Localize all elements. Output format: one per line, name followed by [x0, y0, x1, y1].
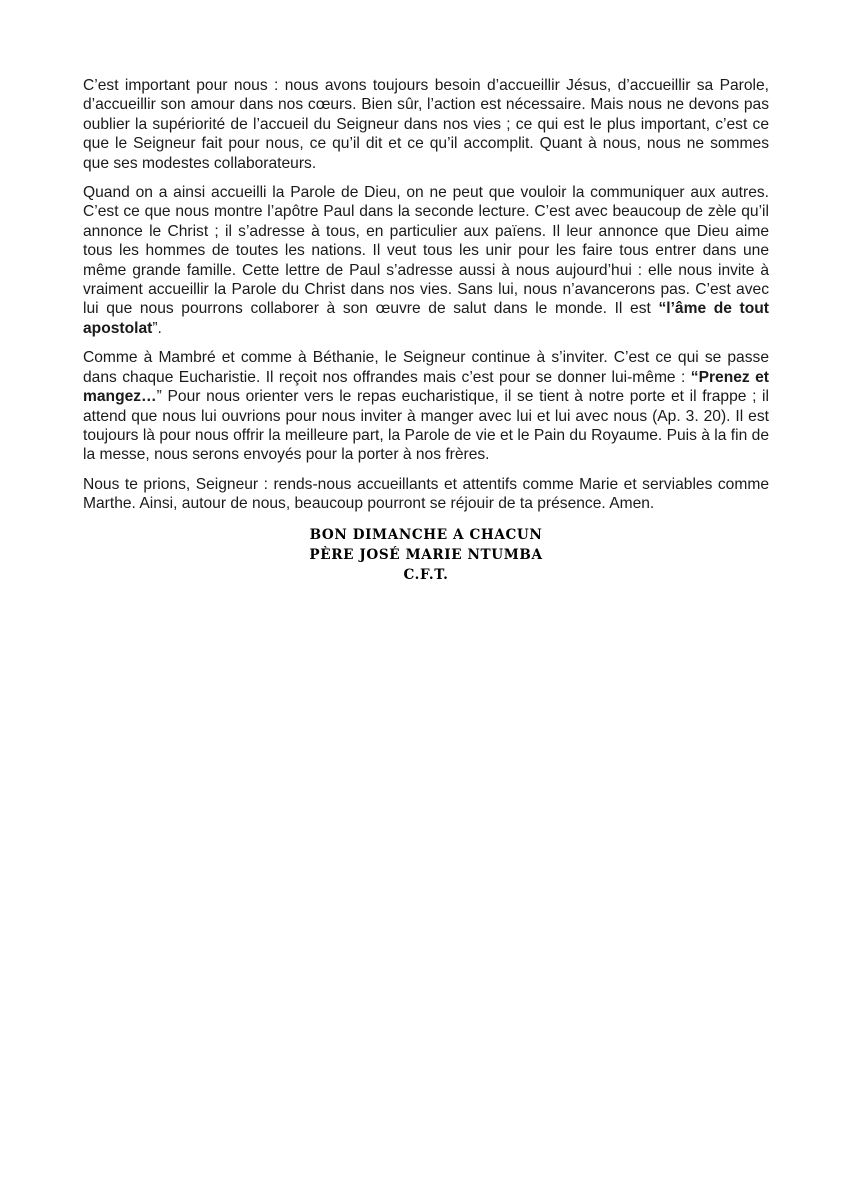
- paragraph-3-text: Comme à Mambré et comme à Béthanie, le Seigneur continue à s’inviter. C’est ce qui se passe dans chaque Eucharistie. Il reçoit nos offrandes mais c’est pour se donner lui-même :: [83, 349, 769, 386]
- paragraph-1-text: C’est important pour nous : nous avons toujours besoin d’accueillir Jésus, d’accueillir sa Parole, d’accueillir son amour dans nos cœurs. Bien sûr, l’action est nécessaire. Mais nous ne devons pas oublier la supériorité de l’accueil du Seigneur dans nos vies ; ce qui est le plus important, c’est ce que le Seigneur fait pour nous, ce qu’il dit et ce qu’il accomplit. Quant à nous, nous ne sommes que ses modestes collaborateurs.: [83, 77, 769, 172]
- paragraph-3-end: ” Pour nous orienter vers le repas eucharistique, il se tient à notre porte et il frappe ; il attend que nous lui ouvrions pour nous inviter à manger avec lui et lui avec nous (Ap. 3. 20). Il est toujours là pour nous offrir la meilleure part, la Parole de vie et le Pain du Royaume. Puis à la fin de la messe, nous serons envoyés pour la porter à nos frères.: [83, 388, 769, 464]
- author-congregation: C.F.T.: [403, 566, 449, 583]
- paragraph-2-end: ”.: [152, 319, 162, 337]
- paragraph-3-emphasis: “Prenez et mangez…: [83, 368, 769, 406]
- signature-block: [83, 525, 769, 585]
- paragraph-4: [83, 475, 769, 514]
- paragraph-1: [83, 76, 769, 173]
- paragraph-2: [83, 183, 769, 338]
- paragraph-2-emphasis: “l’âme de tout apostolat: [83, 300, 769, 337]
- author-name: PÈRE JOSÉ MARIE NTUMBA: [309, 546, 543, 563]
- document-page: [83, 76, 769, 585]
- paragraph-4-text: Nous te prions, Seigneur : rends-nous accueillants et attentifs comme Marie et serviables comme Marthe. Ainsi, autour de nous, beaucoup pourront se réjouir de ta présence. Amen.: [83, 475, 769, 513]
- closing-greeting: BON DIMANCHE A CHACUN: [309, 526, 543, 543]
- homily-body: [83, 76, 769, 514]
- paragraph-2-text: Quand on a ainsi accueilli la Parole de Dieu, on ne peut que vouloir la communiquer aux autres. C’est ce que nous montre l’apôtre Paul dans la seconde lecture. C’est avec beaucoup de zèle qu’il annonce le Christ ; il s’adresse à tous, en particulier aux païens. Il leur annonce que Dieu aime tous les hommes de toutes les nations. Il veut tous les unir pour les faire tous entrer dans une même grande famille. Cette lettre de Paul s’adresse aussi à nous aujourd’hui : elle nous invite à vraiment accueillir la Parole du Christ dans nos vies. Sans lui, nous n’avancerons pas. C’est avec lui que nous pourrons collaborer à son œuvre de salut dans le monde. Il est: [83, 184, 769, 318]
- paragraph-3: [83, 348, 769, 464]
